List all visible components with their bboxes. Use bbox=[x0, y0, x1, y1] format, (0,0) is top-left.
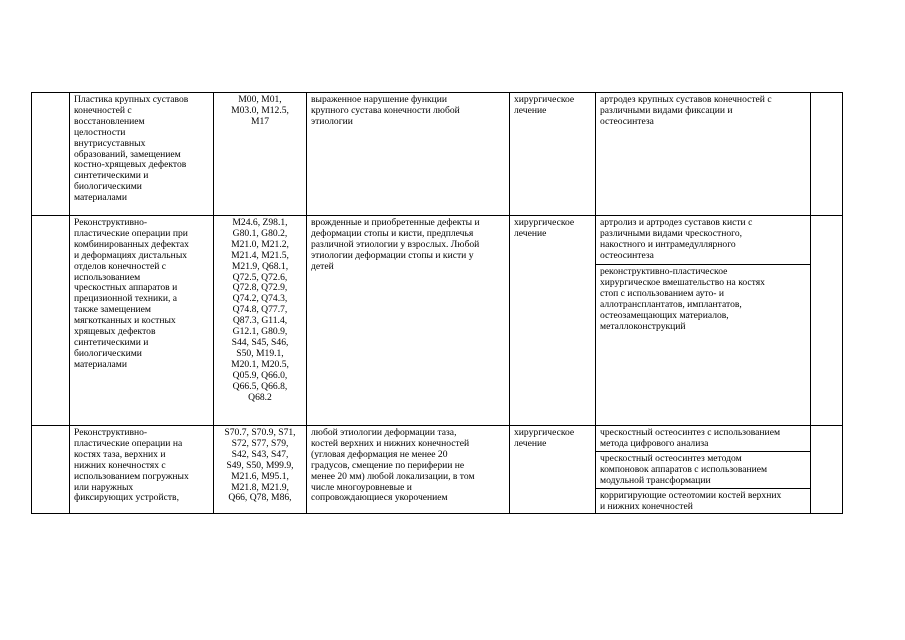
row-1-treatment: хирургическое лечение bbox=[514, 95, 575, 116]
row-2-procedure-name: Реконструктивно- пластические операции при комбинированных дефектах и деформациях дистальных отделов конечностей с использованием чрескостных аппаратов и прецизионной техники, а также замещением мягкотканных и костных хрящевых дефектов синтетическими и биологическими материалами bbox=[74, 218, 189, 370]
method-divider bbox=[595, 488, 810, 489]
row-2-diagnosis-codes: M24.6, Z98.1, G80.1, G80.2, M21.0, M21.2, M21.4, M21.5, M21.9, Q68.1, Q72.5, Q72.6, Q72.8, Q72.9, Q74.2, Q74.3, Q74.8, Q77.7, Q87.3, G11.4, G12.1, G80.9, S44, S45, S46, S50, M19.1, M20.1, M20.5, Q05.9, Q66.0, Q66.5, Q66.8, Q68.2 bbox=[231, 218, 289, 403]
table-right-border bbox=[842, 92, 843, 514]
row-divider bbox=[31, 425, 843, 426]
column-divider bbox=[306, 92, 307, 514]
row-1-procedure-name: Пластика крупных суставов конечностей с восстановлением целостности внутрисуставных образований, замещением костно-хрящевых дефектов синтетическими и биологическими материалами bbox=[74, 95, 189, 204]
row-3-method-3: корригирующие остеотомии костей верхних и нижних конечностей bbox=[600, 491, 782, 512]
column-divider bbox=[509, 92, 510, 514]
row-2-method-2: реконструктивно-пластическое хирургическое вмешательство на костях стоп с использованием ауто- и аллотрансплантатов, имплантатов, остеозамещающих материалов, металлоконструкций bbox=[600, 267, 765, 332]
table-bottom-border bbox=[31, 513, 843, 514]
column-divider bbox=[595, 92, 596, 514]
row-1-diagnosis-codes: M00, M01, M03.0, M12.5, M17 bbox=[231, 95, 289, 127]
method-divider bbox=[595, 451, 810, 452]
column-divider bbox=[69, 92, 70, 514]
row-3-procedure-name: Реконструктивно- пластические операции на костях таза, верхних и нижних конечностях с использованием погружных или наружных фиксирующих устройств, bbox=[74, 428, 189, 504]
table-top-border bbox=[31, 92, 843, 93]
row-1-indication: выраженное нарушение функции крупного сустава конечности любой этиологии bbox=[311, 95, 460, 127]
row-3-treatment: хирургическое лечение bbox=[514, 428, 575, 449]
row-3-method-1: чрескостный остеосинтез с использованием метода цифрового анализа bbox=[600, 428, 781, 449]
row-3-diagnosis-codes: S70.7, S70.9, S71, S72, S77, S79, S42, S43, S47, S49, S50, M99.9, M21.6, M95.1, M21.8, M21.9, Q66, Q78, M86, bbox=[224, 428, 296, 504]
row-2-indication: врожденные и приобретенные дефекты и деформации стопы и кисти, предплечья различной этиологии у взрослых. Любой этиологии деформации стопы и кисти у детей bbox=[311, 218, 480, 272]
method-divider bbox=[595, 264, 810, 265]
table-left-border bbox=[31, 92, 32, 514]
row-2-method-1: артролиз и артродез суставов кисти с различными видами чрескостного, накостного и интрамедуллярного остеосинтеза bbox=[600, 218, 753, 261]
row-3-method-2: чрескостный остеосинтез методом компоновок аппаратов с использованием модульной трансформации bbox=[600, 454, 768, 486]
row-divider bbox=[31, 215, 843, 216]
column-divider bbox=[810, 92, 811, 514]
row-1-method-1: артродез крупных суставов конечностей с различными видами фиксации и остеосинтеза bbox=[600, 95, 772, 127]
row-3-indication: любой этиологии деформации таза, костей верхних и нижних конечностей (угловая деформация не менее 20 градусов, смещение по периферии не менее 20 мм) любой локализации, в том числе многоуровневые и сопровождающиеся укорочением bbox=[311, 428, 475, 504]
row-2-treatment: хирургическое лечение bbox=[514, 218, 575, 239]
